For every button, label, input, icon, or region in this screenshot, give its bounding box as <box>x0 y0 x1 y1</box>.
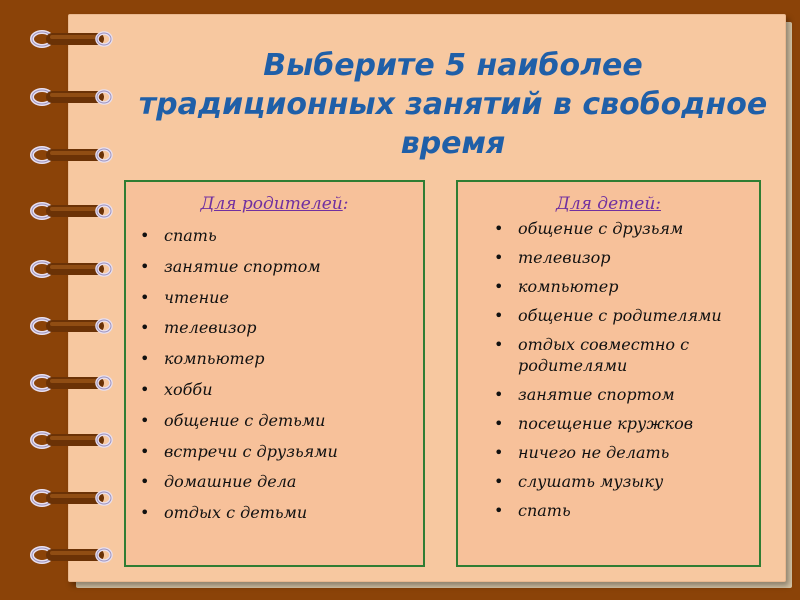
notebook-ring-icon <box>28 27 114 51</box>
notebook-ring-icon <box>28 199 114 223</box>
notebook-ring-icon <box>28 85 114 109</box>
title-line-2: традиционных занятий в свободное <box>138 87 768 122</box>
parents-list <box>126 225 423 533</box>
list-item: • общение с родителями <box>458 305 749 326</box>
list-item: • отдых с детьми <box>126 502 423 533</box>
parents-heading-text: Для родителей <box>200 194 343 214</box>
list-item: • телевизор <box>126 317 423 348</box>
notebook-ring-icon <box>28 143 114 167</box>
title-line-3: время <box>400 126 506 161</box>
list-item: • отдых совместно с родителями <box>458 334 749 376</box>
list-item: • общение с детьми <box>126 410 423 441</box>
list-item: • хобби <box>126 379 423 410</box>
list-item: • компьютер <box>126 348 423 379</box>
parents-heading <box>126 194 423 214</box>
list-item: • чтение <box>126 287 423 318</box>
children-box <box>456 180 761 567</box>
list-item: • занятие спортом <box>458 384 749 405</box>
list-item: • спать <box>458 500 749 521</box>
children-heading: Для детей: <box>556 194 661 214</box>
list-item: • слушать музыку <box>458 471 749 492</box>
notebook-ring-icon <box>28 314 114 338</box>
list-item: • встречи с друзьями <box>126 441 423 472</box>
notebook-ring-icon <box>28 371 114 395</box>
list-item: • телевизор <box>458 247 749 268</box>
notebook-ring-icon <box>28 543 114 567</box>
parents-heading-colon: : <box>342 194 349 214</box>
list-item: • посещение кружков <box>458 413 749 434</box>
notebook-rings <box>0 0 120 600</box>
list-item: • компьютер <box>458 276 749 297</box>
title-line-1: Выберите 5 наиболее <box>263 48 643 83</box>
list-item: • спать <box>126 225 423 256</box>
slide-title <box>118 46 788 163</box>
list-item: • домашние дела <box>126 471 423 502</box>
notebook-ring-icon <box>28 486 114 510</box>
list-item: • общение с друзьям <box>458 218 749 239</box>
list-item: • занятие спортом <box>126 256 423 287</box>
notebook-ring-icon <box>28 257 114 281</box>
list-item: • ничего не делать <box>458 442 749 463</box>
parents-box <box>124 180 425 567</box>
notebook-ring-icon <box>28 428 114 452</box>
children-list <box>458 218 759 521</box>
